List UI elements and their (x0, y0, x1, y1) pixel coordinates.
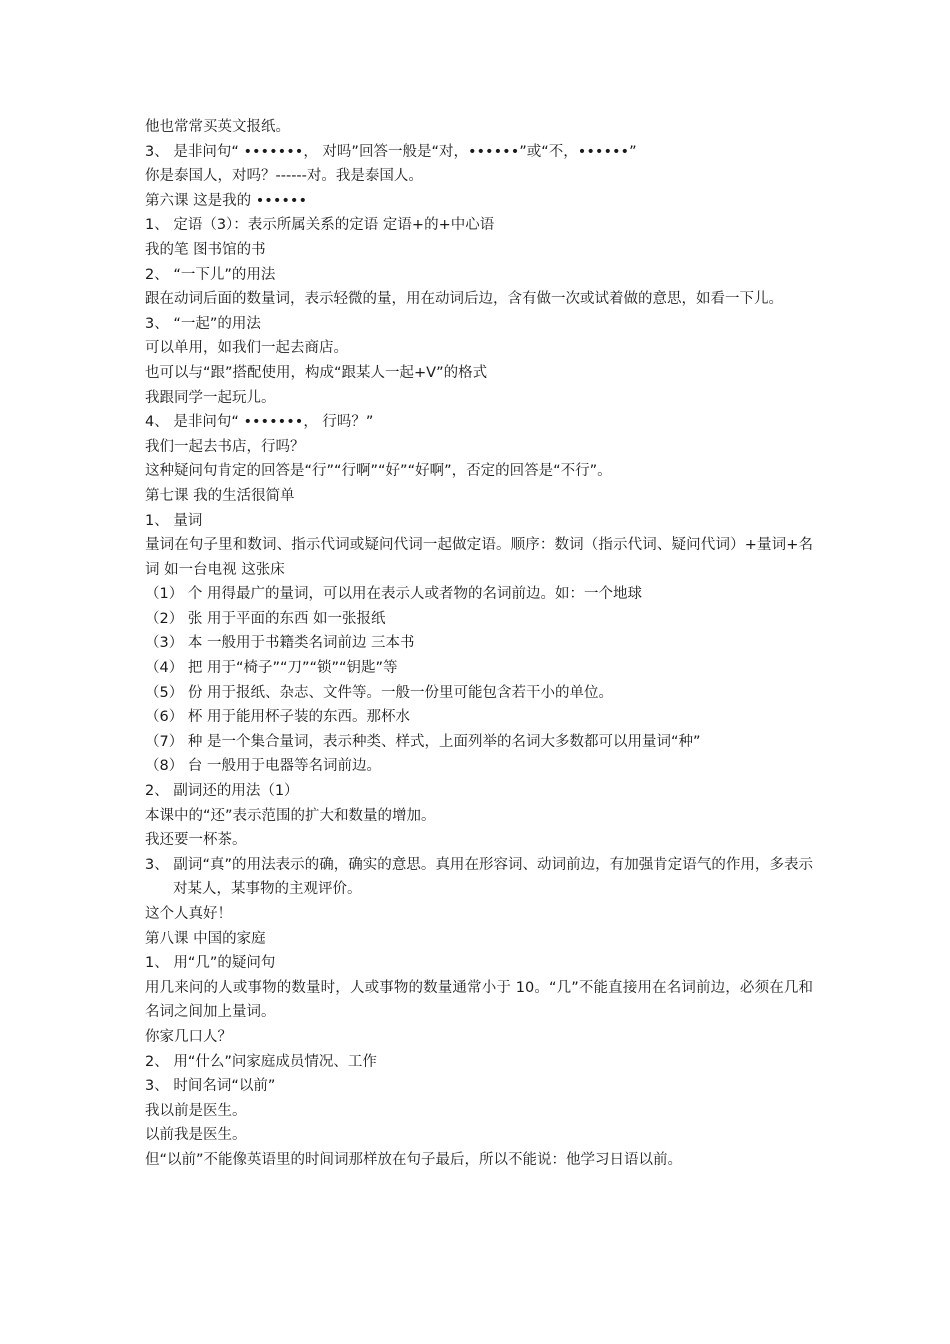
text-line: 但“以前”不能像英语里的时间词那样放在句子最后，所以不能说：他学习日语以前。 (145, 1151, 683, 1168)
example-sentence: 你家几口人？ (145, 1028, 232, 1045)
sub-list-item: （4） 把 用于“椅子”“刀”“锁”“钥匙”等 (145, 660, 398, 677)
list-item: 3、 “一起”的用法 (145, 315, 261, 332)
list-item: 3、 副词“真”的用法表示的确，确实的意思。真用在形容词、动词前边，有加强肯定语气的作用，多表示对某人，某事物的主观评价。 (145, 856, 813, 898)
example-sentence: 以前我是医生。 (145, 1127, 247, 1144)
text-line: 本课中的“还”表示范围的扩大和数量的增加。 (145, 807, 436, 824)
list-item: 1、 用“几”的疑问句 (145, 955, 276, 972)
example-sentence: 我以前是医生。 (145, 1102, 247, 1119)
list-item: 2、 “一下儿”的用法 (145, 266, 276, 283)
lesson-heading: 第八课 中国的家庭 (145, 930, 266, 947)
example-sentence: 我还要一杯茶。 (145, 832, 247, 849)
paragraph: 跟在动词后面的数量词，表示轻微的量，用在动词后边，含有做一次或试着做的意思，如看一下儿。 (145, 291, 783, 308)
list-item: 1、 定语（3）：表示所属关系的定语 定语+的+中心语 (145, 217, 495, 234)
text-line: 也可以与“跟”搭配使用，构成“跟某人一起+V”的格式 (145, 364, 488, 381)
text-line: 可以单用，如我们一起去商店。 (145, 340, 348, 357)
lesson-heading: 第六课 这是我的 •••••• (145, 192, 308, 209)
sub-list-item: （2） 张 用于平面的东西 如一张报纸 (145, 610, 386, 627)
example-sentence: 我们一起去书店，行吗？ (145, 438, 305, 455)
list-item: 2、 副词还的用法（1） (145, 783, 299, 800)
example-sentence: 你是泰国人，对吗？------对。我是泰国人。 (145, 168, 423, 185)
list-item: 4、 是非问句“ •••••••， 行吗？” (145, 414, 374, 431)
list-item: 3、 时间名词“以前” (145, 1078, 276, 1095)
paragraph: 量词在句子里和数词、指示代词或疑问代词一起做定语。顺序：数词（指示代词、疑问代词）+量词+名词 如一台电视 这张床 (145, 537, 813, 578)
list-item: 3、 是非问句“ •••••••， 对吗”回答一般是“对，••••••”或“不，••••••” (145, 143, 637, 160)
list-item: 2、 用“什么”问家庭成员情况、工作 (145, 1053, 377, 1070)
sub-list-item: （8） 台 一般用于电器等名词前边。 (145, 758, 381, 775)
lesson-heading: 第七课 我的生活很简单 (145, 487, 295, 504)
example-sentence: 我跟同学一起玩儿。 (145, 389, 276, 406)
text-line: 他也常常买英文报纸。 (145, 119, 290, 135)
text-line: 这种疑问句肯定的回答是“行”“行啊”“好”“好啊”，否定的回答是“不行”。 (145, 463, 612, 480)
list-item: 1、 量词 (145, 512, 203, 529)
document-body (145, 115, 813, 1173)
example-sentence: 这个人真好！ (145, 906, 232, 922)
sub-list-item: （7） 种 是一个集合量词，表示种类、样式，上面列举的名词大多数都可以用量词“种” (145, 733, 701, 750)
sub-list-item: （1） 个 用得最广的量词，可以用在表示人或者物的名词前边。如：一个地球 (145, 586, 642, 603)
sub-list-item: （3） 本 一般用于书籍类名词前边 三本书 (145, 635, 415, 652)
sub-list-item: （6） 杯 用于能用杯子装的东西。那杯水 (145, 709, 410, 726)
example-sentence: 我的笔 图书馆的书 (145, 241, 266, 258)
sub-list-item: （5） 份 用于报纸、杂志、文件等。一般一份里可能包含若干小的单位。 (145, 684, 613, 701)
paragraph: 用几来问的人或事物的数量时，人或事物的数量通常小于 10。“几”不能直接用在名词前边，必须在几和名词之间加上量词。 (145, 979, 813, 1021)
